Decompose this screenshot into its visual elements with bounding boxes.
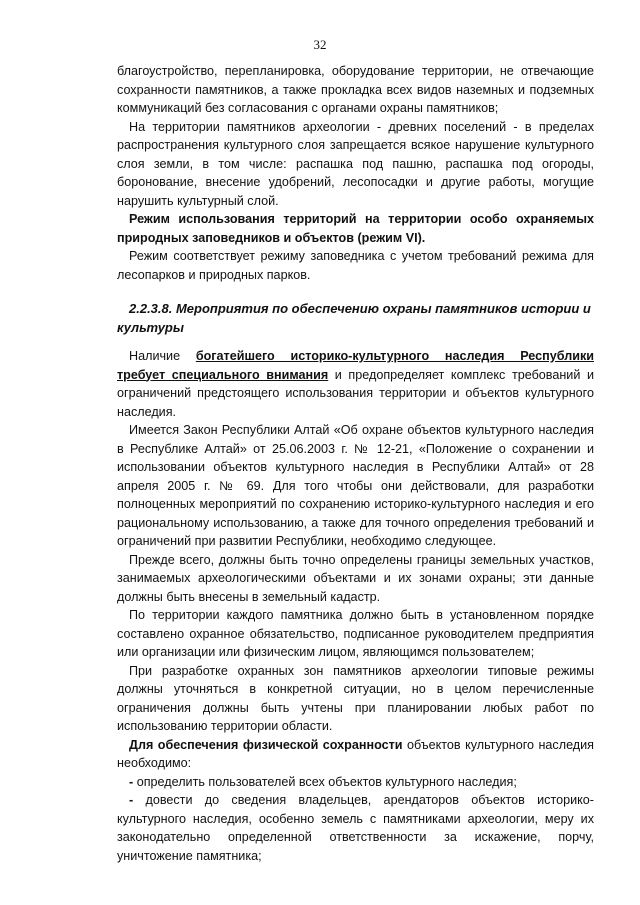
list-item: [117, 791, 594, 865]
list-dash: -: [129, 793, 134, 807]
paragraph-law: Имеется Закон Республики Алтай «Об охране объектов культурного наследия в Республике Алтай» от 25.06.2003 г. № 12-21, «Положение о сохранении и использовании объектов культурного наследия в Республики Алтай» от 28 апреля 2005 г. № 69. Для того чтобы они действовали, для разработки полноценных мероприятий по сохранению историко-культурного наследия и его рациональному использованию, а также для точного определения требований и ограничений при развитии Республики, необходимо следующее.: [117, 423, 594, 548]
list-item: [117, 773, 594, 792]
paragraph-archaeology: На территории памятников археологии - древних поселений - в пределах распространения культурного слоя запрещается всякое нарушение культурного слоя земли, в том числе: распашка под пашню, распашка под огороды, боронование, внесение удобрений, лесопосадки и другие работы, могущие нарушить культурный слой.: [117, 119, 594, 208]
heritage-rest: и предопределяет комплекс требований и ограничений предстоящего использования территории и объектов культурного наследия.: [117, 367, 594, 419]
paragraph-physical-safety: [117, 736, 594, 773]
paragraph-continuation: благоустройство, перепланировка, оборудование территории, не отвечающие сохранности памятников, а также прокладка всех видов наземных и подземных коммуникаций без согласования с органами охраны памятников;: [117, 64, 594, 115]
section-heading: 2.2.3.8. Мероприятия по обеспечению охраны памятников истории и культуры: [117, 301, 591, 335]
physical-safety-rest: объектов культурного наследия необходимо:: [117, 737, 595, 770]
list-item-text: довести до сведения владельцев, арендаторов объектов историко-культурного наследия, особенно земель с памятниками археологии, меру их законодательно определенной ответственности за искажение, порчу, уничтожение памятника;: [117, 793, 594, 863]
paragraph-zones: При разработке охранных зон памятников археологии типовые режимы должны уточняться в конкретной ситуации, но в целом перечисленные ограничения должны быть учтены при планировании любых работ по использованию территории области.: [117, 663, 594, 733]
regime-heading: Режим использования территорий на территории особо охраняемых природных заповедников и объектов (режим VI).: [117, 212, 594, 245]
paragraph-boundaries: Прежде всего, должны быть точно определены границы земельных участков, занимаемых археологическими объектами и их зонами охраны; эти данные должны быть внесены в земельный кадастр.: [117, 552, 594, 604]
paragraph-heritage: [117, 347, 594, 421]
heritage-emphasis: богатейшего историко-культурного наследия Республики требует специального внимания: [117, 349, 594, 382]
paragraph-regime: Режим соответствует режиму заповедника с учетом требований режима для лесопарков и природных парков.: [117, 249, 594, 282]
document-body: [117, 62, 594, 865]
page-number: 32: [313, 37, 327, 52]
heritage-lead: Наличие: [129, 349, 196, 363]
paragraph-obligation: По территории каждого памятника должно быть в установленном порядке составлено охранное обязательство, подписанное руководителем предприятия или организации или физическим лицом, являющимся пользователем;: [117, 608, 594, 659]
list-dash: -: [129, 774, 134, 789]
physical-safety-emphasis: Для обеспечения физической сохранности: [129, 737, 403, 752]
list-item-text: определить пользователей всех объектов культурного наследия;: [133, 774, 517, 789]
